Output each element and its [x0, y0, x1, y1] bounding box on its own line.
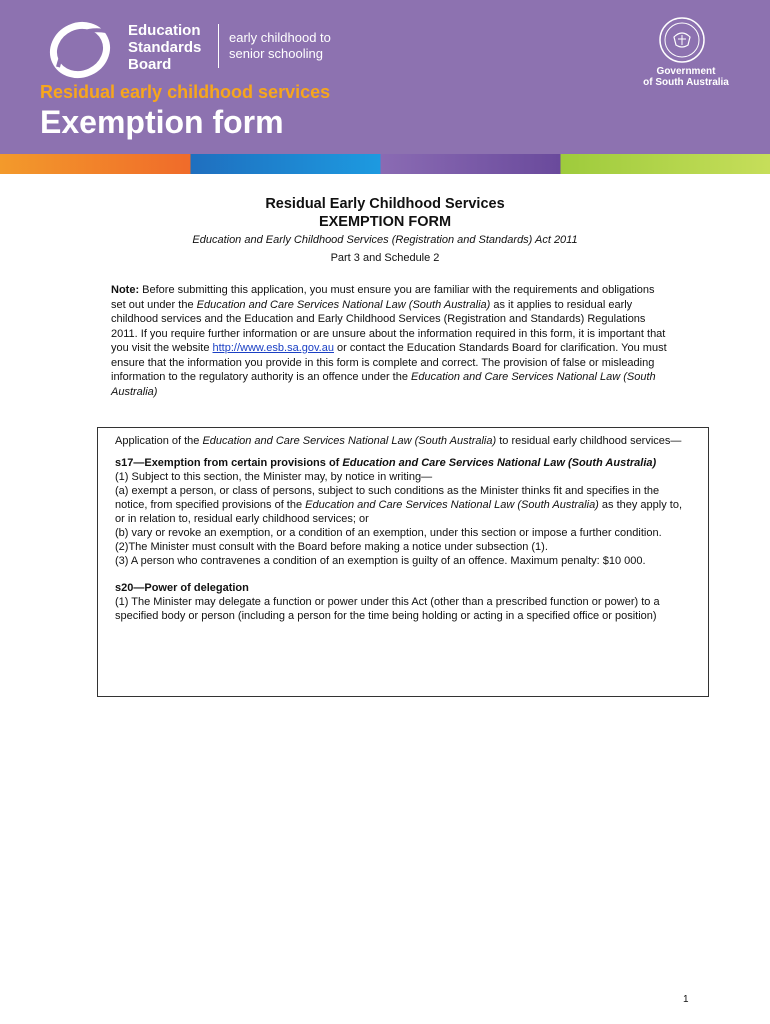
s17-para-a: (a) exempt a person, or class of persons, subject to such conditions as the Minister thinks fit and specifies in the notice, from specified provisions of the Education and Care Services National Law (South Australia) as they apply to, or in relation to, residual early childhood services; or	[115, 485, 683, 525]
part-reference: Part 3 and Schedule 2	[330, 252, 440, 264]
banner-subtitle: Residual early childhood services	[40, 82, 331, 102]
s17-heading: s17—Exemption from certain provisions of Education and Care Services National Law (South Australia)	[115, 457, 657, 469]
note-paragraph: Note: Before submitting this application, you must ensure you are familiar with the requirements and obligations set out under the Education and Care Services National Law (South Australia) as it applies to residual early childhood services and the Education and Early Childhood Services (Registration and Standards) Regulations 2011. If you require further information or are unsure about the information required in this form, it is important that you visit the website http://www.esb.sa.gov.au or contact the Education Standards Board for clarification. You must ensure that the information you provide in this form is complete and correct. The provision of false or misleading information to the regulatory authority is an offence under the Education and Care Services National Law (South Australia)	[111, 284, 667, 398]
s17-subsection-3: (3) A person who contravenes a condition of an exemption is guilty of an offence. Maximum penalty: $10 000.	[115, 555, 646, 567]
esb-name: Education Standards Board	[128, 22, 202, 73]
act-reference: Education and Early Childhood Services (Registration and Standards) Act 2011	[192, 234, 578, 246]
south-australia-crest-icon	[656, 15, 708, 65]
banner-title: Exemption form	[40, 104, 284, 140]
s20-subsection-1: (1) The Minister may delegate a function or power under this Act (other than a prescribed function or power) to a specified body or person (including a person for the time being holding or acting in a specified office or position)	[115, 596, 660, 622]
esb-tagline: early childhood to senior schooling	[229, 30, 331, 61]
color-stripe	[0, 154, 770, 174]
logo-divider	[218, 24, 219, 68]
s20-heading: s20—Power of delegation	[115, 582, 249, 594]
esb-website-link[interactable]: http://www.esb.sa.gov.au	[212, 342, 334, 354]
legal-extract-box	[97, 427, 709, 697]
header-banner	[0, 0, 770, 154]
page-number: 1	[683, 994, 689, 1005]
s17-para-b: (b) vary or revoke an exemption, or a condition of an exemption, under this section or impose a further condition. (2)The Minister must consult with the Board before making a notice under subsection (1).	[115, 527, 662, 553]
box-intro: Application of the Education and Care Services National Law (South Australia) to residual early childhood services—	[115, 435, 682, 447]
esb-ring-logo-icon	[48, 17, 112, 81]
note-label: Note:	[111, 284, 140, 296]
government-name: Government of South Australia	[643, 66, 729, 88]
s17-subsection-1: (1) Subject to this section, the Minister may, by notice in writing—	[115, 471, 433, 483]
document-title: Residual Early Childhood Services EXEMPTION FORM	[265, 196, 505, 230]
